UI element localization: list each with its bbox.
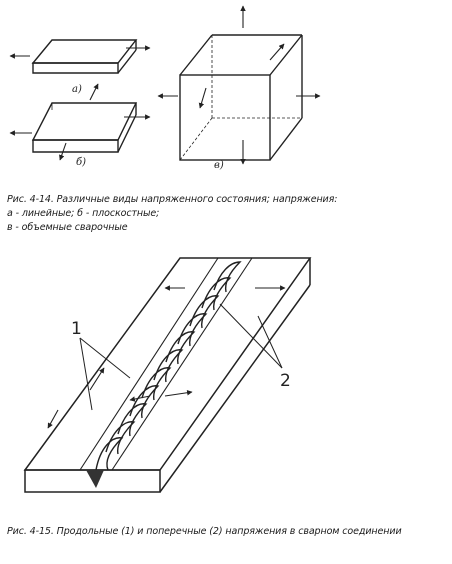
figure-4-14-caption-line1: Рис. 4-14. Различные виды напряженного состояния; напряжения: xyxy=(7,194,338,205)
cube-volumetric xyxy=(180,35,302,160)
weld-bead xyxy=(96,262,240,470)
figure-4-14-caption-line2: а - линейные; б - плоскостные; xyxy=(7,208,160,219)
label-panel-a: а) xyxy=(72,84,82,95)
label-panel-b: б) xyxy=(76,157,87,168)
transverse-stress-arrows xyxy=(130,288,285,400)
label-transverse: 2 xyxy=(280,371,291,391)
figure-4-14-stress-states xyxy=(0,0,452,200)
welded-plate xyxy=(25,258,310,492)
figure-4-15-caption: Рис. 4-15. Продольные (1) и поперечные (2) напряжения в сварном соединении xyxy=(7,526,402,537)
label-longitudinal: 1 xyxy=(71,319,82,339)
weld-groove-edges xyxy=(80,258,252,470)
plate-linear xyxy=(33,40,136,73)
weld-root-shading xyxy=(86,470,104,488)
arrows-volumetric xyxy=(158,6,320,164)
longitudinal-stress-arrows xyxy=(48,368,104,428)
plate-planar xyxy=(33,103,136,152)
figure-4-14-caption-line3: в - объемные сварочные xyxy=(7,222,128,233)
arrows-planar xyxy=(10,84,150,160)
label-leaders xyxy=(80,304,282,410)
label-panel-v: в) xyxy=(214,160,224,171)
